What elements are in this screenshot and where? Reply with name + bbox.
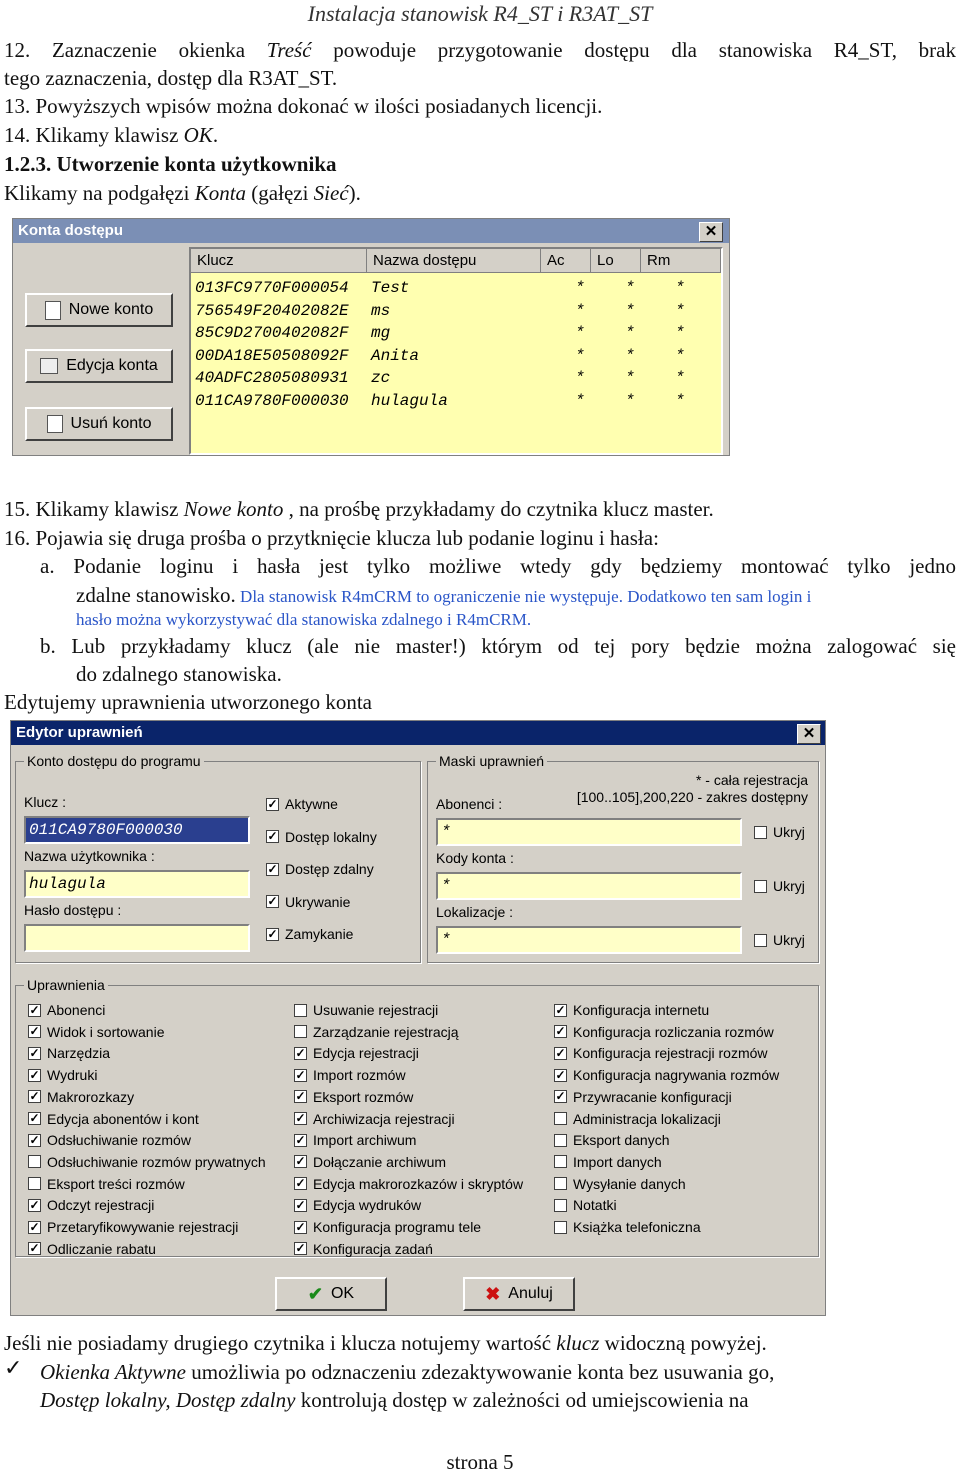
mask-label: Abonenci : xyxy=(436,796,503,812)
mask-field[interactable]: * xyxy=(436,872,742,900)
checkbox-label: Zarządzanie rejestracją xyxy=(313,1023,459,1040)
permission-checkbox[interactable] xyxy=(28,1089,134,1105)
table-cell: * xyxy=(675,346,685,365)
checkbox-label: Przetaryfikowywanie rejestracji xyxy=(47,1219,239,1235)
checkbox-icon: ✓ xyxy=(295,1197,306,1212)
group-label: Maski uprawnień xyxy=(436,752,547,770)
permission-checkbox[interactable] xyxy=(294,1002,438,1018)
checkbox-icon xyxy=(554,1112,567,1125)
permission-checkbox[interactable] xyxy=(554,1219,701,1235)
paragraph-edytujemy: Edytujemy uprawnienia utworzonego konta xyxy=(4,690,372,714)
checkbox-icon: ✓ xyxy=(295,1219,306,1234)
paragraph-12a: 12. Zaznaczenie okienka Treść powoduje przygotowanie dostępu dla stanowiska R4_ST, brak xyxy=(4,38,956,62)
table-cell: 00DA18E50508092F xyxy=(195,346,349,365)
checkbox-icon: ✓ xyxy=(555,1024,566,1039)
checkbox-label: Konfiguracja zadań xyxy=(313,1240,433,1257)
checkbox-icon: ✓ xyxy=(555,1089,566,1104)
permission-checkbox[interactable] xyxy=(554,1067,779,1083)
permission-checkbox[interactable] xyxy=(294,1089,413,1105)
permission-checkbox[interactable] xyxy=(554,1002,709,1018)
table-cell: * xyxy=(675,392,685,410)
checkbox-icon: ✓ xyxy=(295,1132,306,1147)
checkbox-label: Import danych xyxy=(573,1153,662,1170)
paragraph-a3: hasło można wykorzystywać dla stanowiska zdalnego i R4mCRM. xyxy=(76,610,532,629)
mask-hint-all: * - cała rejestracja xyxy=(695,772,808,788)
table-cell: * xyxy=(675,301,685,320)
permission-checkbox[interactable] xyxy=(28,1024,165,1040)
checkbox-label: Edycja makrorozkazów i skryptów xyxy=(313,1175,524,1192)
flag-checkbox[interactable] xyxy=(266,861,374,877)
checkbox-label: Wysyłanie danych xyxy=(573,1175,686,1192)
permission-checkbox[interactable] xyxy=(28,1197,154,1213)
mask-hint-range: [100..105],200,220 - zakres dostępny xyxy=(576,789,808,805)
paragraph-12b: tego zaznaczenia, dostęp dla R3AT_ST. xyxy=(4,66,338,90)
table-cell: * xyxy=(575,369,585,388)
delete-account-button[interactable] xyxy=(25,407,173,441)
checkbox-icon: ✓ xyxy=(29,1067,40,1082)
checkbox-label: Narzędzia xyxy=(47,1045,111,1062)
table-cell: 011CA9780F000030 xyxy=(195,392,349,410)
checkbox-label: Konfiguracja programu tele xyxy=(313,1219,482,1235)
paragraph-okienka-1: Okienka Aktywne umożliwia po odznaczeniu zdezaktywowanie konta bez usuwania go, xyxy=(40,1360,775,1384)
permission-checkbox[interactable] xyxy=(294,1219,481,1235)
checkbox-icon: ✓ xyxy=(29,1089,40,1104)
permission-checkbox[interactable] xyxy=(294,1176,523,1192)
checkbox-label: Dostęp zdalny xyxy=(285,861,374,877)
paragraph-b1: b. Lub przykładamy klucz (ale nie master!) którym od tej pory będzie można zalogować się xyxy=(40,634,956,658)
permission-checkbox[interactable] xyxy=(554,1089,732,1105)
permission-checkbox[interactable] xyxy=(28,1045,110,1061)
checkbox-icon xyxy=(754,826,767,839)
column-header-rm[interactable]: Rm xyxy=(641,249,721,273)
checkbox-label: Konfiguracja nagrywania rozmów xyxy=(573,1067,780,1084)
permission-checkbox[interactable] xyxy=(294,1241,433,1257)
key-label: Klucz : xyxy=(24,794,67,810)
checkbox-label: Administracja lokalizacji xyxy=(573,1110,721,1127)
checkbox-icon: ✓ xyxy=(29,1002,40,1017)
checkbox-icon: ✓ xyxy=(267,829,278,843)
table-cell: * xyxy=(575,324,585,343)
window-title: Edytor uprawnień xyxy=(11,721,825,745)
permission-checkbox[interactable] xyxy=(28,1002,105,1018)
checkbox-label: Notatki xyxy=(573,1197,617,1214)
permission-checkbox[interactable] xyxy=(294,1197,421,1213)
permission-checkbox[interactable] xyxy=(294,1132,416,1148)
password-field[interactable] xyxy=(24,924,250,952)
permissions-editor-window xyxy=(10,720,826,1316)
group-label: Konto dostępu do programu xyxy=(24,752,204,770)
checkbox-label: Makrorozkazy xyxy=(47,1088,135,1105)
table-cell: 85C9D2700402082F xyxy=(195,324,349,343)
accounts-table xyxy=(189,247,723,455)
paragraph-b2: do zdalnego stanowiska. xyxy=(76,662,282,686)
checkbox-label: Ukryj xyxy=(773,824,805,840)
hide-checkbox[interactable] xyxy=(754,932,805,948)
checkbox-icon xyxy=(554,1199,567,1212)
button-label: Usuń konto xyxy=(70,415,152,432)
account-group xyxy=(15,753,421,963)
permissions-group xyxy=(15,977,819,1257)
delete-icon xyxy=(47,415,63,433)
permission-checkbox[interactable] xyxy=(294,1045,419,1061)
checkbox-label: Odsłuchiwanie rozmów xyxy=(47,1132,191,1149)
permission-checkbox[interactable] xyxy=(554,1045,768,1061)
checkbox-icon: ✓ xyxy=(295,1089,306,1104)
mask-label: Lokalizacje : xyxy=(436,904,514,920)
column-header-ac[interactable]: Ac xyxy=(541,249,591,273)
close-icon[interactable]: ✕ xyxy=(797,724,821,744)
checkbox-label: Abonenci xyxy=(47,1002,106,1018)
checkbox-icon: ✓ xyxy=(29,1024,40,1039)
checkbox-label: Edycja wydruków xyxy=(313,1197,422,1214)
checkbox-label: Ukrywanie xyxy=(285,893,351,910)
checkbox-label: Edycja abonentów i kont xyxy=(47,1110,199,1127)
permission-checkbox[interactable] xyxy=(294,1024,459,1040)
checkbox-label: Wydruki xyxy=(47,1067,98,1084)
checkbox-icon xyxy=(754,880,767,893)
table-cell: * xyxy=(575,392,585,410)
permission-checkbox[interactable] xyxy=(294,1111,455,1127)
checkbox-icon xyxy=(754,934,767,947)
checkbox-icon xyxy=(554,1221,567,1234)
table-cell: * xyxy=(625,279,635,297)
paragraph-jesli: Jeśli nie posiadamy drugiego czytnika i klucza notujemy wartość klucz widoczną powyżej. xyxy=(4,1331,767,1355)
table-cell: Anita xyxy=(371,346,420,365)
checkbox-label: Zamykanie xyxy=(285,926,354,942)
paragraph-klikamy: Klikamy na podgałęzi Konta (gałęzi Sieć). xyxy=(4,181,361,205)
checkbox-icon: ✓ xyxy=(267,926,278,941)
checkbox-icon: ✓ xyxy=(295,1176,306,1191)
table-cell: * xyxy=(625,369,635,388)
checkbox-icon xyxy=(28,1155,41,1168)
checkbox-label: Książka telefoniczna xyxy=(573,1219,701,1235)
checkbox-icon: ✓ xyxy=(29,1197,40,1212)
check-icon: ✔ xyxy=(307,1283,323,1304)
permission-checkbox[interactable] xyxy=(28,1067,97,1083)
checkbox-icon: ✓ xyxy=(295,1045,306,1060)
button-label: Edycja konta xyxy=(66,357,158,374)
checkmark-bullet-icon: ✓ xyxy=(4,1355,23,1380)
checkbox-icon: ✓ xyxy=(29,1219,40,1234)
checkbox-icon: ✓ xyxy=(267,861,278,876)
table-cell: ms xyxy=(371,301,391,320)
permission-checkbox[interactable] xyxy=(294,1067,406,1083)
checkbox-icon xyxy=(554,1134,567,1147)
checkbox-label: Widok i sortowanie xyxy=(47,1023,165,1040)
flag-checkbox[interactable] xyxy=(266,894,350,910)
mask-label: Kody konta : xyxy=(436,850,514,866)
permission-checkbox[interactable] xyxy=(294,1154,446,1170)
accounts-window xyxy=(12,218,730,456)
checkbox-icon: ✓ xyxy=(29,1132,40,1147)
checkbox-label: Archiwizacja rejestracji xyxy=(313,1110,455,1127)
permission-checkbox[interactable] xyxy=(28,1132,191,1148)
checkbox-label: Odczyt rejestracji xyxy=(47,1197,155,1214)
checkbox-label: Konfiguracja rozliczania rozmów xyxy=(573,1023,774,1040)
mask-field[interactable]: * xyxy=(436,818,742,846)
checkbox-label: Eksport danych xyxy=(573,1132,670,1149)
button-label: Anuluj xyxy=(508,1285,553,1302)
checkbox-label: Konfiguracja rejestracji rozmów xyxy=(573,1045,768,1062)
checkbox-label: Dostęp lokalny xyxy=(285,828,377,845)
new-document-icon xyxy=(45,301,61,320)
permission-checkbox[interactable] xyxy=(554,1197,617,1213)
edit-account-button[interactable] xyxy=(25,349,173,383)
flag-checkbox[interactable] xyxy=(266,926,353,942)
permission-checkbox[interactable] xyxy=(28,1219,238,1235)
checkbox-icon: ✓ xyxy=(295,1154,306,1169)
checkbox-label: Dołączanie archiwum xyxy=(313,1153,447,1170)
table-cell: zc xyxy=(371,369,391,388)
table-cell: * xyxy=(575,279,585,297)
page-header: Instalacja stanowisk R4_ST i R3AT_ST xyxy=(307,1,653,26)
table-cell: * xyxy=(675,324,685,343)
ok-button[interactable] xyxy=(275,1277,387,1311)
checkbox-icon: ✓ xyxy=(29,1045,40,1060)
checkbox-label: Przywracanie konfiguracji xyxy=(573,1088,732,1105)
checkbox-icon: ✓ xyxy=(555,1002,566,1017)
checkbox-icon xyxy=(554,1155,567,1168)
table-cell: * xyxy=(625,346,635,365)
checkbox-icon: ✓ xyxy=(267,894,278,908)
column-header-lo[interactable]: Lo xyxy=(591,249,641,273)
paragraph-okienka-2: Dostęp lokalny, Dostęp zdalny kontrolują dostęp w zależności od umiejscowienia na xyxy=(40,1388,749,1412)
permission-checkbox[interactable] xyxy=(28,1154,266,1170)
table-cell: 013FC9770F000054 xyxy=(195,279,349,297)
table-cell: * xyxy=(675,369,685,388)
permission-checkbox[interactable] xyxy=(28,1176,185,1192)
checkbox-label: Ukryj xyxy=(773,932,805,948)
hide-checkbox[interactable] xyxy=(754,824,805,840)
checkbox-icon: ✓ xyxy=(555,1067,566,1082)
username-field[interactable]: hulagula xyxy=(24,870,250,898)
checkbox-icon xyxy=(28,1177,41,1190)
paragraph-15: 15. Klikamy klawisz Nowe konto , na prośbę przykładamy do czytnika klucz master. xyxy=(4,497,714,521)
button-label: OK xyxy=(330,1285,355,1302)
table-cell: hulagula xyxy=(371,392,448,410)
paragraph-13: 13. Powyższych wpisów można dokonać w ilości posiadanych licencji. xyxy=(4,94,603,118)
checkbox-icon: ✓ xyxy=(29,1111,40,1125)
checkbox-icon: ✓ xyxy=(29,1241,40,1256)
checkbox-icon xyxy=(294,1025,307,1038)
paragraph-a2: zdalne stanowisko. Dla stanowisk R4mCRM to ograniczenie nie występuje. Dodatkowo ten sam login i xyxy=(76,583,812,607)
password-label: Hasło dostępu : xyxy=(24,902,122,918)
permission-checkbox[interactable] xyxy=(28,1111,199,1127)
checkbox-label: Eksport rozmów xyxy=(313,1088,414,1105)
table-cell: Test xyxy=(371,279,410,297)
table-cell: * xyxy=(625,392,635,410)
cancel-icon: ✖ xyxy=(485,1283,501,1304)
checkbox-label: Usuwanie rejestracji xyxy=(313,1002,439,1018)
checkbox-icon xyxy=(554,1177,567,1190)
checkbox-icon: ✓ xyxy=(555,1045,566,1060)
page-number: strona 5 xyxy=(446,1450,514,1474)
column-header-key[interactable]: Klucz xyxy=(191,249,367,273)
edit-icon xyxy=(40,358,58,374)
table-cell: * xyxy=(625,324,635,343)
table-cell: * xyxy=(575,301,585,320)
checkbox-icon: ✓ xyxy=(295,1241,306,1256)
checkbox-label: Import rozmów xyxy=(313,1067,406,1084)
table-cell: 40ADFC2805080931 xyxy=(195,369,349,388)
checkbox-label: Aktywne xyxy=(285,796,338,812)
checkbox-label: Odliczanie rabatu xyxy=(47,1240,156,1257)
button-label: Nowe konto xyxy=(68,301,154,318)
paragraph-a1: a. Podanie loginu i hasła jest tylko możliwe wtedy gdy będziemy montować tylko jedno xyxy=(40,554,956,578)
table-cell: mg xyxy=(371,324,391,343)
flag-checkbox[interactable] xyxy=(266,796,338,812)
table-cell: * xyxy=(575,346,585,365)
group-label: Uprawnienia xyxy=(24,976,108,994)
flag-checkbox[interactable] xyxy=(266,829,377,845)
checkbox-icon: ✓ xyxy=(295,1067,306,1082)
permission-checkbox[interactable] xyxy=(28,1241,156,1257)
permission-checkbox[interactable] xyxy=(554,1132,670,1148)
section-heading: 1.2.3. Utworzenie konta użytkownika xyxy=(4,152,337,176)
permission-checkbox[interactable] xyxy=(554,1154,662,1170)
window-title: Konta dostępu xyxy=(13,219,729,243)
close-icon[interactable]: ✕ xyxy=(699,222,723,242)
table-cell: 756549F20402082E xyxy=(195,301,349,320)
checkbox-label: Odsłuchiwanie rozmów prywatnych xyxy=(47,1153,266,1170)
checkbox-icon: ✓ xyxy=(267,796,278,811)
checkbox-label: Edycja rejestracji xyxy=(313,1045,419,1062)
checkbox-label: Konfiguracja internetu xyxy=(573,1002,710,1018)
checkbox-label: Ukryj xyxy=(773,878,805,894)
paragraph-14: 14. Klikamy klawisz OK. xyxy=(4,123,219,147)
permission-checkbox[interactable] xyxy=(554,1024,774,1040)
mask-field[interactable]: * xyxy=(436,926,742,954)
table-cell: * xyxy=(675,279,685,297)
checkbox-icon xyxy=(294,1004,307,1017)
new-account-button[interactable] xyxy=(25,293,173,327)
hide-checkbox[interactable] xyxy=(754,878,805,894)
checkbox-icon: ✓ xyxy=(295,1111,306,1125)
column-header-name[interactable]: Nazwa dostępu xyxy=(367,249,541,273)
checkbox-label: Import archiwum xyxy=(313,1132,417,1149)
key-field[interactable]: 011CA9780F000030 xyxy=(24,816,250,844)
masks-group xyxy=(427,753,819,963)
cancel-button[interactable] xyxy=(463,1277,575,1311)
permission-checkbox[interactable] xyxy=(554,1176,686,1192)
paragraph-16: 16. Pojawia się druga prośba o przytknięcie klucza lub podanie loginu i hasła: xyxy=(4,526,659,550)
table-cell: * xyxy=(625,301,635,320)
username-label: Nazwa użytkownika : xyxy=(24,848,155,864)
permission-checkbox[interactable] xyxy=(554,1111,721,1127)
checkbox-label: Eksport treści rozmów xyxy=(47,1175,185,1192)
